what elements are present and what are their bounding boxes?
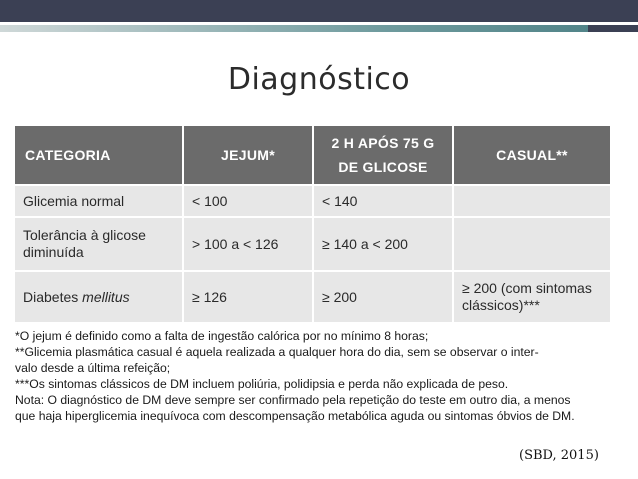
row-tolerance-category-line1: Tolerância à glicose xyxy=(23,227,146,243)
table-row xyxy=(15,271,610,322)
note-line: ***Os sintomas clássicos de DM incluem poliúria, polidipsia e perda não explicada de peso. xyxy=(15,377,509,391)
row-diabetes-casual-line1: ≥ 200 (com sintomas xyxy=(462,280,592,296)
row-tolerance-two-hours: ≥ 140 a < 200 xyxy=(313,217,453,271)
slide-title: Diagnóstico xyxy=(227,62,411,97)
row-diabetes-category xyxy=(15,271,183,322)
row-diabetes-fasting: ≥ 126 xyxy=(183,271,313,322)
table-row xyxy=(15,217,610,271)
header-two-hours xyxy=(313,126,453,185)
row-normal-category: Glicemia normal xyxy=(15,185,183,217)
header-two-hours-line1: 2 H APÓS 75 G xyxy=(331,135,435,151)
row-normal-casual xyxy=(453,185,610,217)
row-diabetes-category-main: Diabetes xyxy=(23,288,83,305)
diagnosis-figure xyxy=(15,126,620,438)
header-two-hours-line2: DE GLICOSE xyxy=(338,159,428,175)
source-citation: (SBD, 2015) xyxy=(519,448,599,463)
note-line: que haja hiperglicemia inequívoca com descompensação metabólica aguda ou sintomas óbvios de DM. xyxy=(15,409,575,423)
table-header-row xyxy=(15,126,610,185)
table-notes xyxy=(15,328,615,424)
row-diabetes-two-hours: ≥ 200 xyxy=(313,271,453,322)
note-line: valo desde a última refeição; xyxy=(15,361,171,375)
header-casual: CASUAL** xyxy=(453,126,610,185)
note-line: Nota: O diagnóstico de DM deve sempre ser confirmado pela repetição do teste em outro dia, a menos xyxy=(15,393,571,407)
row-normal-fasting: < 100 xyxy=(183,185,313,217)
row-tolerance-category xyxy=(15,217,183,271)
row-diabetes-category-italic: mellitus xyxy=(82,288,130,305)
header-category: CATEGORIA xyxy=(15,126,183,185)
row-tolerance-casual xyxy=(453,217,610,271)
diagnosis-table xyxy=(15,126,610,322)
header-fasting: JEJUM* xyxy=(183,126,313,185)
table-row xyxy=(15,185,610,217)
row-tolerance-fasting: > 100 a < 126 xyxy=(183,217,313,271)
row-normal-two-hours: < 140 xyxy=(313,185,453,217)
header-accent-bar xyxy=(0,25,638,32)
note-line: *O jejum é definido como a falta de ingestão calórica por no mínimo 8 horas; xyxy=(15,329,429,343)
note-line: **Glicemia plasmática casual é aquela realizada a qualquer hora do dia, sem se observar o inter- xyxy=(15,345,539,359)
row-tolerance-category-line2: diminuída xyxy=(23,244,84,260)
header-bar xyxy=(0,0,638,22)
row-diabetes-casual xyxy=(453,271,610,322)
row-diabetes-casual-line2: clássicos)*** xyxy=(462,297,540,313)
